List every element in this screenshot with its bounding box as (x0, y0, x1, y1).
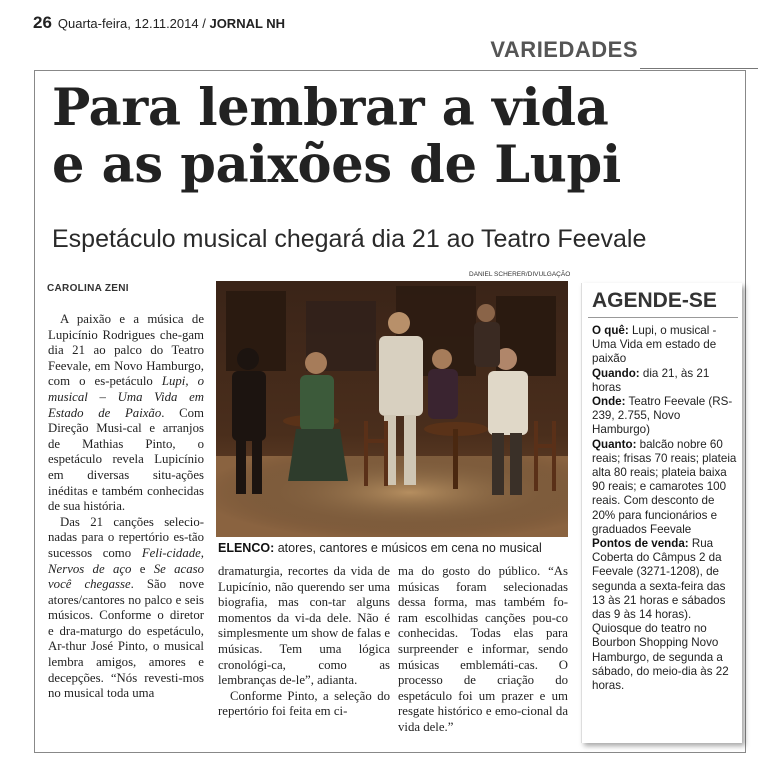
paragraph: A paixão e a música de Lupicínio Rodrigues che-gam dia 21 ao palco do Teatro Feevale, em Novo Hamburgo, com o es-petáculo Lupi, o musical – Uma Vida em Estado de Paixão. Com Direção Musi-cal e arranjos de Mathias Pinto, o espetáculo revela Lupicínio em diversas situ-ações inéditas e também conhecidas de sua história. (48, 312, 204, 514)
caption-label: ELENCO: (218, 541, 275, 555)
stage-photo (216, 281, 568, 537)
article-column-2 (218, 564, 390, 720)
agenda-where: Onde: Teatro Feevale (RS-239, 2.755, Novo Hamburgo) (592, 395, 733, 437)
agenda-title: AGENDE-SE (592, 289, 717, 312)
agenda-body (582, 318, 742, 693)
article-column-3 (398, 564, 568, 736)
agenda-box (581, 283, 742, 743)
agenda-when: Quando: dia 21, às 21 horas (592, 366, 710, 394)
issue-date: Quarta-feira, 12.11.2014 / (57, 16, 206, 31)
page-header (33, 13, 753, 35)
headline-line-2: e as paixões de Lupi (52, 135, 621, 195)
paragraph: Das 21 canções selecio-nadas para o repertório es-tão sucessos como Feli-cidade, Nervos de aço e Se acaso você chegasse. São nove atores/cantores no palco e seis músicos. Conforme o diretor e dra-maturgo do espetáculo, Ar-thur José Pinto, o musical lembra amigos, amores e decepções. “Nós revesti-mos no musical toda uma (48, 514, 204, 701)
byline: CAROLINA ZENI (47, 283, 129, 294)
page-number: 26 (33, 13, 52, 32)
paragraph: Conforme Pinto, a seleção do repertório foi feita em ci- (218, 688, 390, 719)
paragraph: dramaturgia, recortes da vida de Lupicínio, não querendo ser uma biografia, mas con-tar alguns momentos da vi-da dele. Não é simplesmente um show de falas e músicas. Tem uma lógica cronológi-ca, como as lembranças de-le”, adianta. (218, 564, 390, 688)
headline-line-1: Para lembrar a vida (52, 78, 609, 138)
photo-caption (218, 541, 578, 555)
stage-photo-illustration (216, 281, 568, 537)
article-column-1 (48, 312, 204, 702)
section-title: VARIEDADES (490, 37, 638, 62)
newspaper-name: JORNAL NH (209, 16, 286, 31)
paragraph: ma do gosto do público. “As músicas foram selecionadas dessa forma, mas também fo-ram escolhidas canções pou-co conhecidas. Todas elas para surpreender e informar, sendo músicas emblemáti-cas. O processo de criação do espetáculo foi um prazer e um resgate histórico e emo-cional da vida dele.” (398, 564, 568, 734)
subheadline: Espetáculo musical chegará dia 21 ao Teatro Feevale (52, 225, 647, 253)
headline (52, 80, 742, 194)
caption-text: atores, cantores e músicos em cena no musical (274, 541, 542, 555)
photo-credit: DANIEL SCHERER/DIVULGAÇÃO (469, 271, 571, 278)
agenda-price: Quanto: balcão nobre 60 reais; frisas 70 reais; plateia alta 80 reais; plateia baixa 90 reais; e camarotes 100 reais. Com desconto de 20% para funcionários e graduados Feevale (592, 437, 737, 536)
section-rule (640, 68, 758, 69)
agenda-sales: Pontos de venda: Rua Coberta do Câmpus 2 da Feevale (3271-1208), de segunda a sexta-feira das 13 às 21 horas e sábados das 9 às 14 horas). Quiosque do teatro no Bourbon Shopping Novo Hamburgo, de segunda a sábado, do meio-dia às 22 horas. (592, 537, 729, 693)
agenda-what: O quê: Lupi, o musical - Uma Vida em estado de paixão (592, 324, 717, 366)
